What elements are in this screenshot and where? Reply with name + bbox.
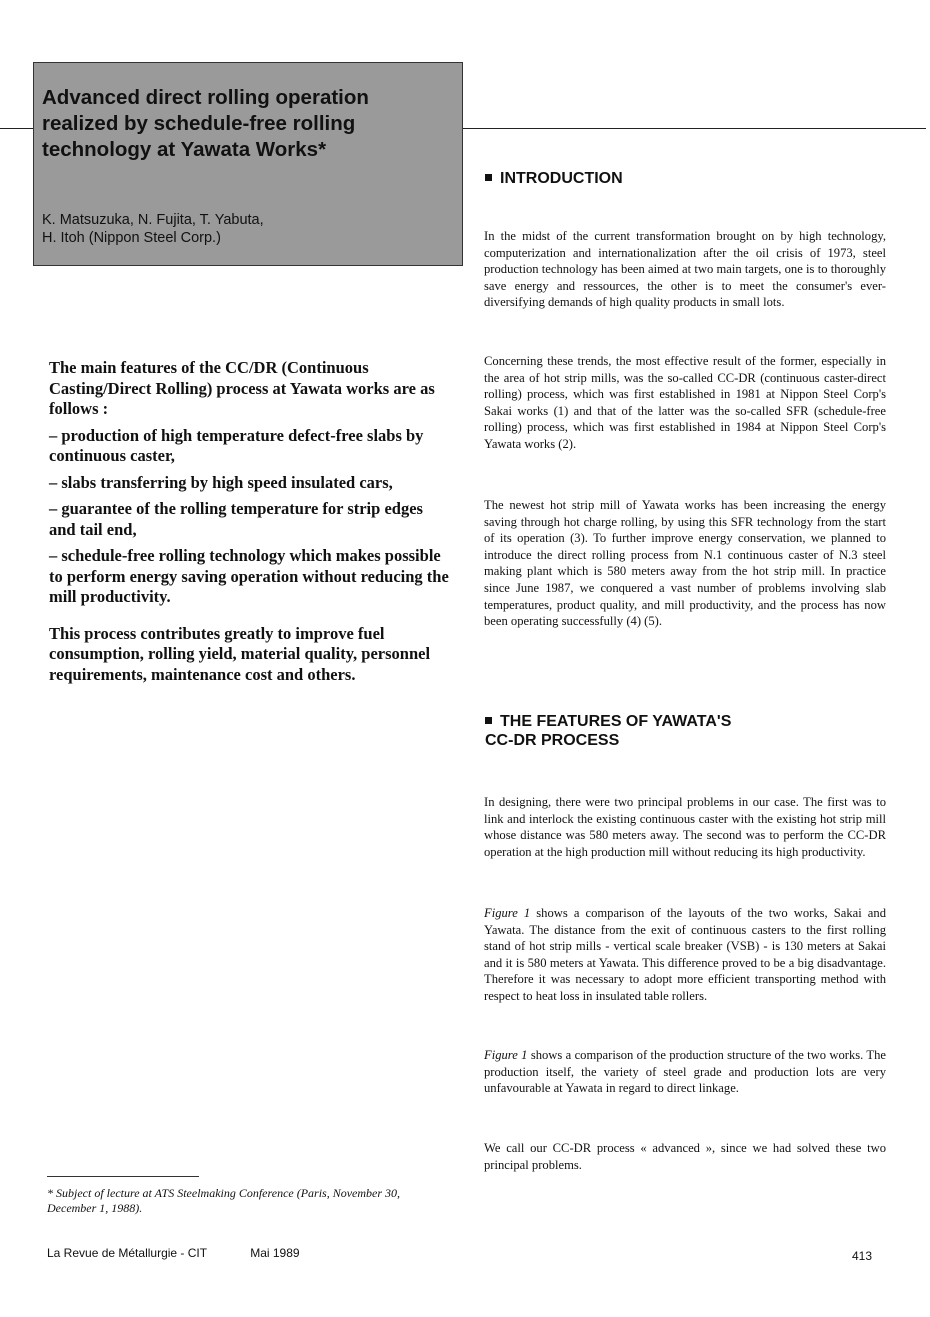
abstract-lead: The main features of the CC/DR (Continuous Casting/Direct Rolling) process at Yawata works are as follows : (49, 358, 435, 418)
abstract (49, 358, 449, 685)
abstract-item: – schedule-free rolling technology which makes possible to perform energy saving operation without reducing the mill productivity. (49, 546, 449, 606)
article-title (42, 85, 462, 163)
paragraph-text: We call our CC-DR process « advanced », since we had solved these two principal problems. (484, 1141, 886, 1172)
features-heading-line: THE FEATURES OF YAWATA'S (500, 713, 732, 730)
features-heading (485, 712, 731, 750)
features-paragraph (484, 1140, 886, 1173)
journal-name: La Revue de Métallurgie - CIT (47, 1246, 207, 1260)
title-line: Advanced direct rolling operation (42, 86, 369, 109)
figure-reference: Figure 1 (484, 1048, 528, 1062)
title-line: technology at Yawata Works* (42, 138, 327, 161)
footnote: * Subject of lecture at ATS Steelmaking Conference (Paris, November 30, December 1, 1988). (47, 1186, 401, 1215)
paragraph-text: shows a comparison of the production structure of the two works. The production itself, the variety of steel grade and production lots are very unfavourable at Yawata in regard to direct linkage. (484, 1048, 886, 1096)
paragraph-text: The newest hot strip mill of Yawata works has been increasing the energy saving through hot charge rolling, by using this SFR technology from the start of its operation (3). To further improve energy conservation, we planned to introduce the direct rolling process from N.1 continuous caster of N.3 steel making plant which is 580 meters away from the hot strip mill. In practice since June 1987, we conquered a vast number of problems involving slab temperatures, product quality, and mill productivity, and the process has now been operating successfully (4) (5). (484, 498, 886, 629)
top-rule-left (0, 128, 33, 129)
authors (42, 211, 462, 247)
title-line: realized by schedule-free rolling (42, 112, 356, 135)
introduction-heading-text: INTRODUCTION (500, 170, 623, 187)
intro-paragraph (484, 353, 886, 453)
authors-line: K. Matsuzuka, N. Fujita, T. Yabuta, (42, 212, 264, 228)
footer-journal-line (47, 1246, 300, 1260)
introduction-heading (485, 169, 623, 188)
authors-line: H. Itoh (Nippon Steel Corp.) (42, 230, 221, 246)
footnote-rule (47, 1176, 199, 1177)
title-box (33, 62, 463, 266)
abstract-item: – slabs transferring by high speed insulated cars, (49, 472, 393, 492)
bullet-square-icon (485, 717, 492, 724)
abstract-closing: This process contributes greatly to improve fuel consumption, rolling yield, material quality, personnel requirements, maintenance cost and others. (49, 623, 431, 684)
features-paragraph (484, 1047, 886, 1097)
abstract-item: – production of high temperature defect-free slabs by continuous caster, (49, 425, 424, 465)
features-heading-line: CC-DR PROCESS (485, 732, 620, 749)
paragraph-text: Concerning these trends, the most effective result of the former, especially in the area of hot strip mills, was the so-called CC-DR (continuous caster-direct rolling) process, which was first established in 1981 at Nippon Steel Corp's Sakai works (1) and that of the latter was the so-called SFR (schedule-free rolling) process, which was first established in 1984 at Nippon Steel Corp's Yawata works (2). (484, 354, 886, 451)
page-number: 413 (852, 1249, 873, 1263)
paragraph-text: In the midst of the current transformation brought on by high technology, computerization and internationalization after the oil crisis of 1973, steel production technology has been aimed at two main targets, one is to thoroughly save energy and ressources, the other is to meet the consumer's ever-diversifying demands of high quality products in small lots. (484, 229, 886, 310)
abstract-item: – guarantee of the rolling temperature for strip edges and tail end, (49, 499, 423, 539)
top-rule-right (463, 128, 926, 129)
paragraph-with-figure-ref (484, 905, 886, 1005)
paragraph-text: shows a comparison of the layouts of the two works, Sakai and Yawata. The distance from the exit of continuous casters to the first rolling stand of hot strip mills - vertical scale breaker (VSB) - is 130 meters at Sakai and it is 580 meters at Yawata. This difference proved to be a big disadvantage. Therefore it was necessary to adopt more efficient transporting method with respect to heat loss in insulated table rollers. (484, 906, 886, 1003)
paragraph-text: In designing, there were two principal problems in our case. The first was to link and interlock the existing continuous caster with the existing hot strip mill whose distance was 580 meters away. The second was to perform the CC-DR operation at the high production mill without reducing its high productivity. (484, 795, 886, 859)
bullet-square-icon (485, 174, 492, 181)
features-paragraph (484, 794, 886, 860)
intro-paragraph (484, 228, 886, 311)
figure-reference: Figure 1 (484, 906, 531, 920)
issue-date: Mai 1989 (250, 1246, 300, 1260)
paragraph-with-figure-ref (484, 1047, 886, 1097)
intro-paragraph (484, 497, 886, 630)
features-paragraph (484, 905, 886, 1005)
